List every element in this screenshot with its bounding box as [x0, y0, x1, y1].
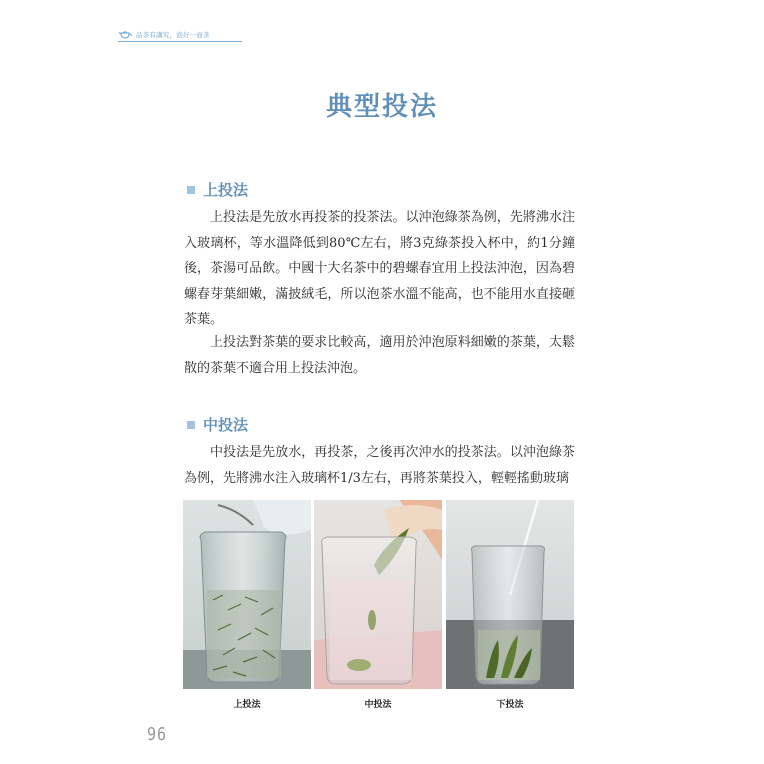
paragraph: 中投法是先放水，再投茶，之後再次沖水的投茶法。以沖泡綠茶為例，先將沸水注入玻璃杯1/3左右，再將茶葉投入，輕輕搖動玻璃: [184, 445, 575, 486]
paragraph: 上投法對茶葉的要求比較高，適用於沖泡原料細嫩的茶葉，太鬆散的茶葉不適合用上投法沖泡。: [184, 335, 575, 376]
running-header-text: 品茶有講究，泡好一壺茶: [136, 30, 210, 39]
section-heading-zhongtou: [187, 414, 248, 435]
heading-bullet-icon: [187, 421, 195, 429]
photo-xiatou: [446, 500, 574, 689]
teapot-icon: [118, 28, 132, 40]
heading-bullet-icon: [187, 186, 195, 194]
photo-caption: 中投法: [364, 700, 392, 710]
section-heading-shangtou: [187, 179, 248, 200]
photo-caption: 上投法: [233, 700, 261, 710]
section-heading-text: 中投法: [203, 416, 249, 434]
page-number: 96: [147, 723, 168, 745]
photo-caption: 下投法: [496, 700, 524, 710]
photo-shangtou: [183, 500, 311, 689]
page-title: 典型投法: [325, 92, 438, 122]
running-header: [118, 27, 242, 42]
photo-zhongtou: [314, 500, 442, 689]
paragraph: 上投法是先放水再投茶的投茶法。以沖泡綠茶為例，先將沸水注入玻璃杯，等水溫降低到80℃左右，將3克綠茶投入杯中，約1分鐘後，茶湯可品飲。中國十大名茶中的碧螺春宜用上投法沖泡，因為碧螺春芽葉細嫩，滿披絨毛，所以泡茶水溫不能高，也不能用水直接砸茶葉。: [184, 210, 575, 327]
section-heading-text: 上投法: [203, 181, 249, 199]
